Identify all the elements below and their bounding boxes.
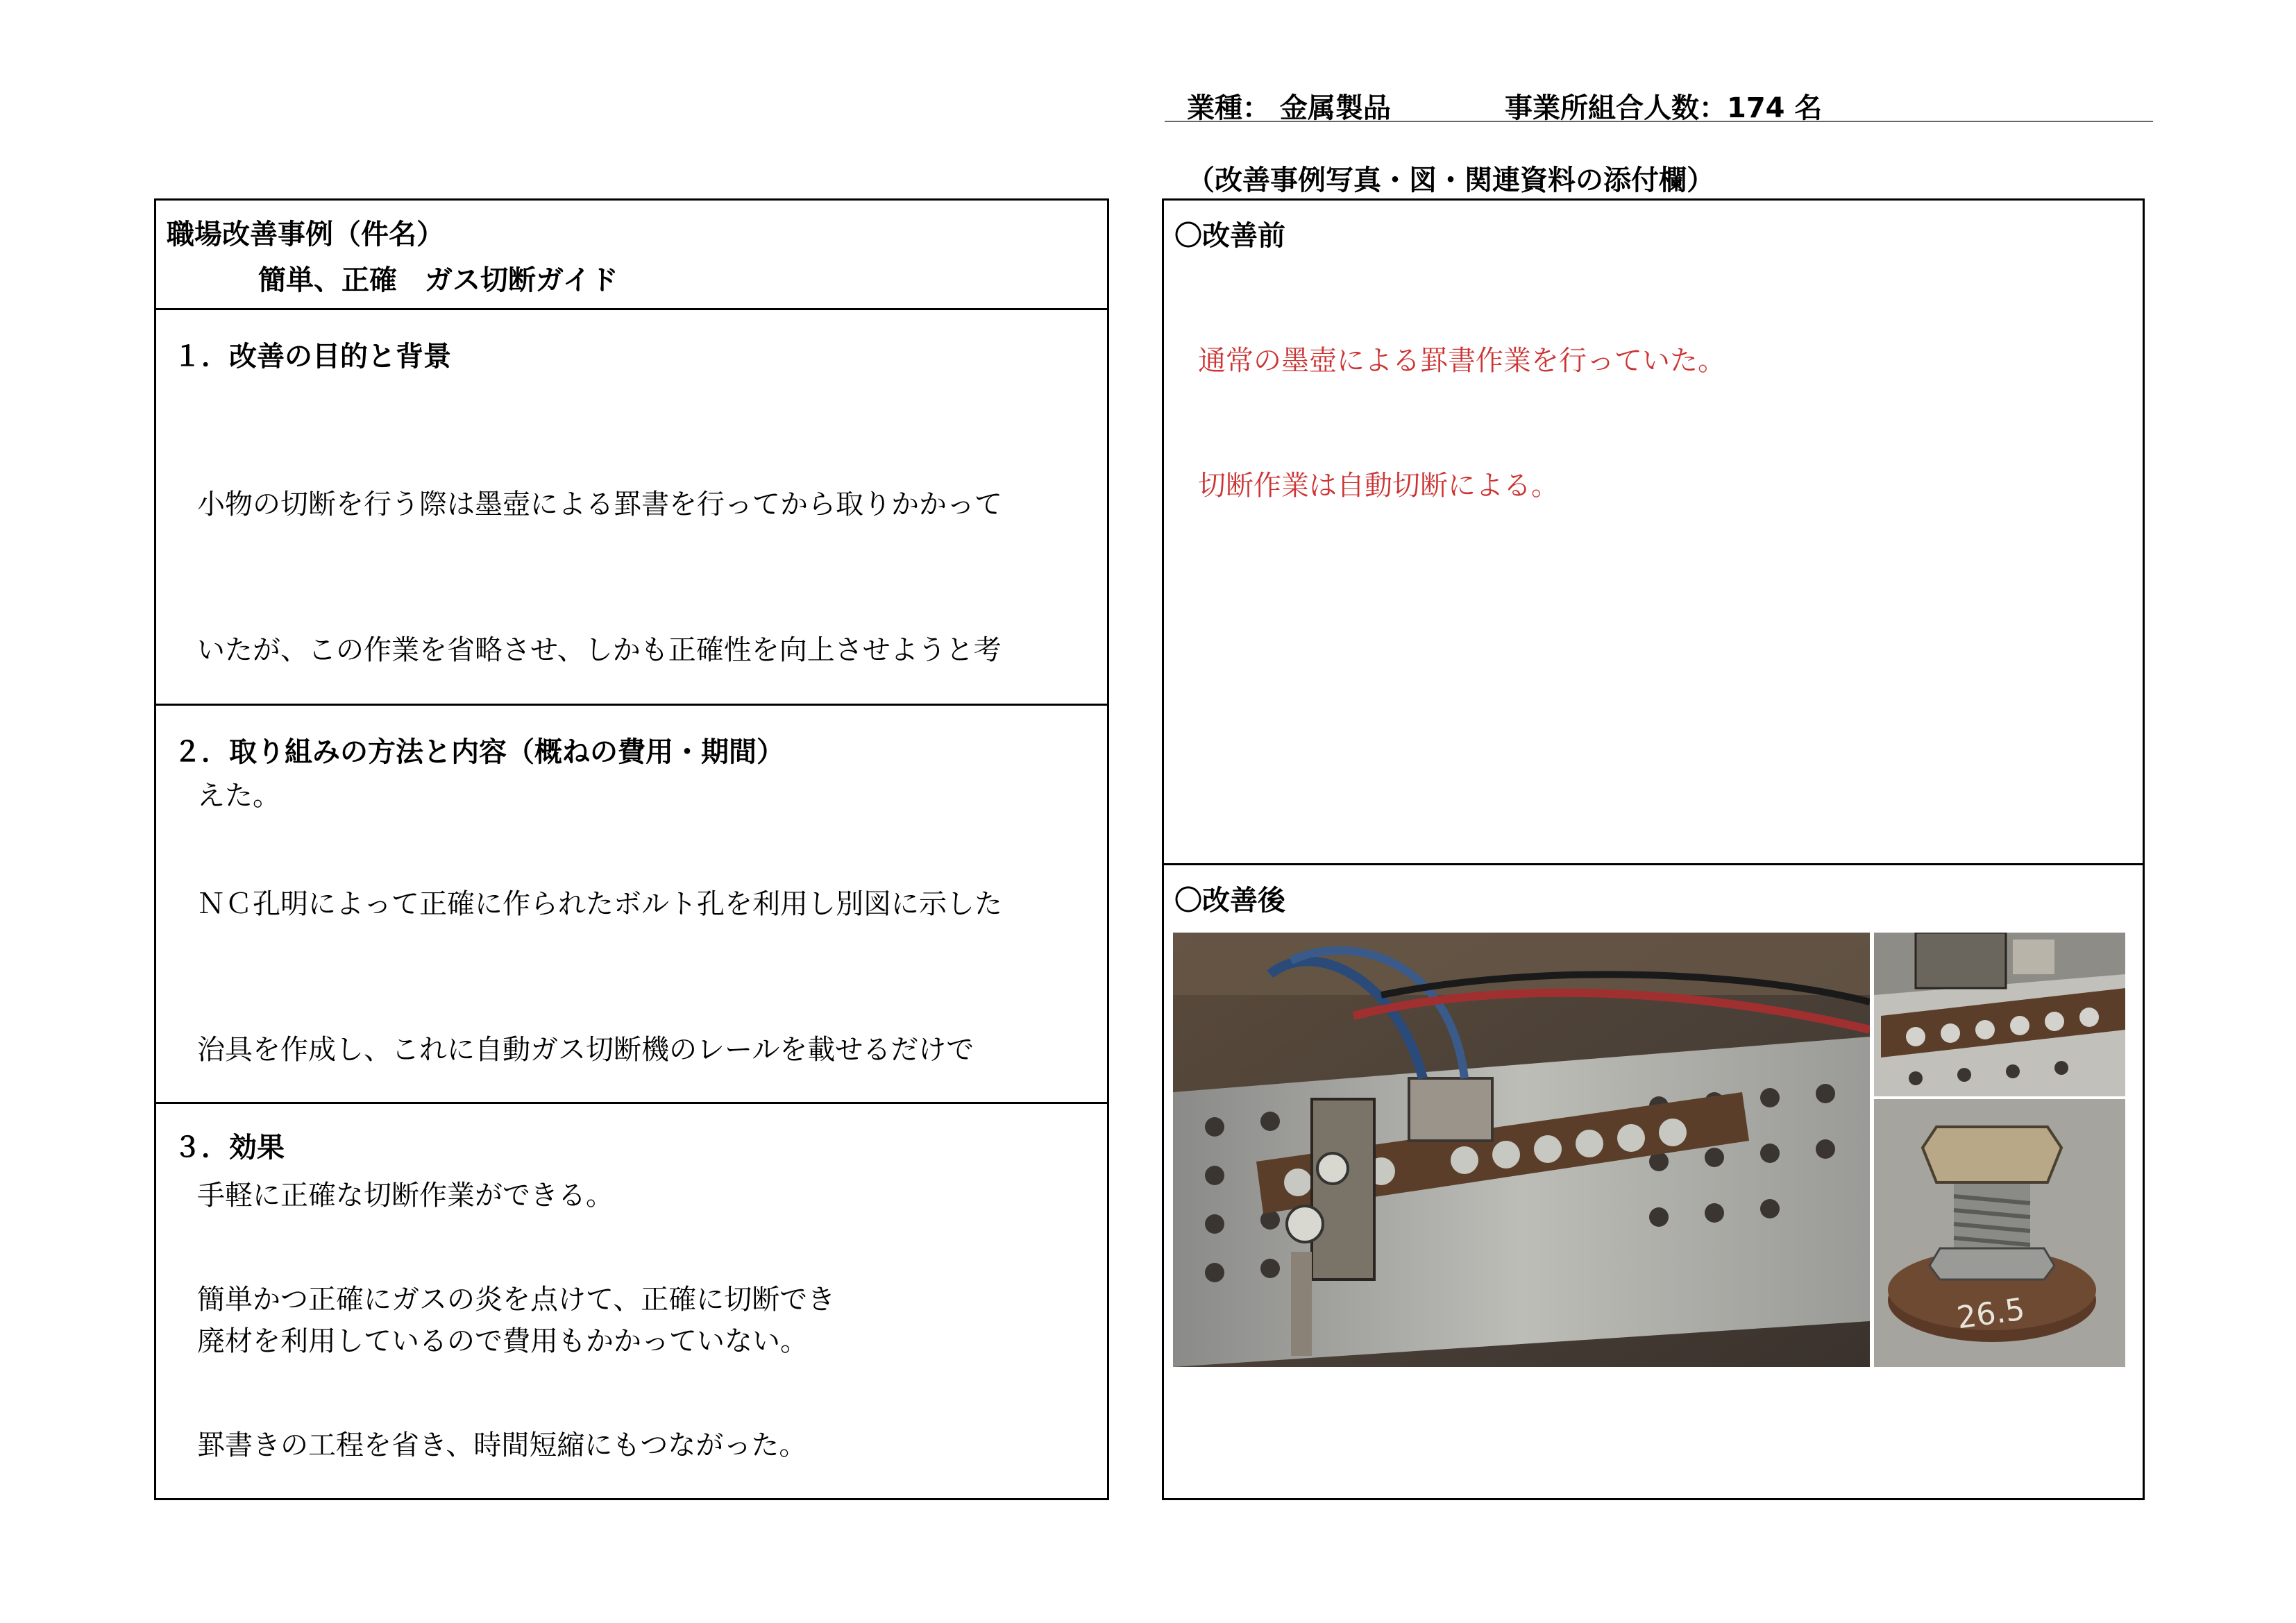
after-main-photo	[1173, 933, 1870, 1367]
section-2-line: 廃材を利用しているので費用もかかっていない。	[197, 1325, 808, 1357]
section-2-line: 治具を作成し、これに自動ガス切断機のレールを載せるだけで	[197, 1034, 974, 1066]
bolt-illustration	[1874, 1099, 2125, 1367]
section-3-line: 簡単かつ正確にガスの炎を点けて、正確に切断でき	[197, 1284, 836, 1316]
detail-top-illustration	[1874, 933, 2125, 1096]
section-1-line: 小物の切断を行う際は墨壺による罫書を行ってから取りかかって	[197, 488, 1002, 520]
section-3-title: ３．効果	[174, 1132, 285, 1164]
before-line: 通常の墨壺による罫書作業を行っていた。	[1198, 345, 1725, 377]
industry-label: 業種： 金属製品	[1187, 92, 1391, 124]
section-3-line: 罫書きの工程を省き、時間短縮にもつながった。	[197, 1429, 807, 1461]
main-photo-illustration	[1173, 933, 1870, 1367]
right-divider	[1162, 863, 2145, 865]
section-1-line: いたが、この作業を省略させ、しかも正確性を向上させようと考	[197, 634, 1002, 666]
attachment-label: （改善事例写真・図・関連資料の添付欄）	[1187, 164, 1714, 196]
before-body	[1198, 257, 1725, 548]
before-line: 切断作業は自動切断による。	[1198, 470, 1559, 502]
after-title: 〇改善後	[1174, 885, 1285, 917]
section-2-title: ２．取り組みの方法と内容（概ねの費用・期間）	[174, 736, 784, 768]
before-title: 〇改善前	[1174, 220, 1285, 252]
section-1-title: １．改善の目的と背景	[174, 341, 451, 373]
section-1-line: えた。	[197, 780, 280, 812]
section-2-line: 手軽に正確な切断作業ができる。	[197, 1180, 614, 1212]
after-detail-photo-top	[1874, 933, 2125, 1096]
case-title: 簡単、正確 ガス切断ガイド	[258, 264, 618, 296]
bolt-marking: 26.5	[1955, 1291, 2027, 1336]
section-3-body	[197, 1178, 835, 1518]
case-label: 職場改善事例（件名）	[167, 219, 444, 250]
section-2-line: ＮＣ孔明によって正確に作られたボルト孔を利用し別図に示した	[197, 888, 1002, 920]
divider-1	[154, 308, 1109, 310]
members-count: 事業所組合人数：174 名	[1505, 92, 1823, 124]
after-detail-photo-bolt	[1874, 1099, 2125, 1367]
header-divider	[1165, 121, 2153, 122]
